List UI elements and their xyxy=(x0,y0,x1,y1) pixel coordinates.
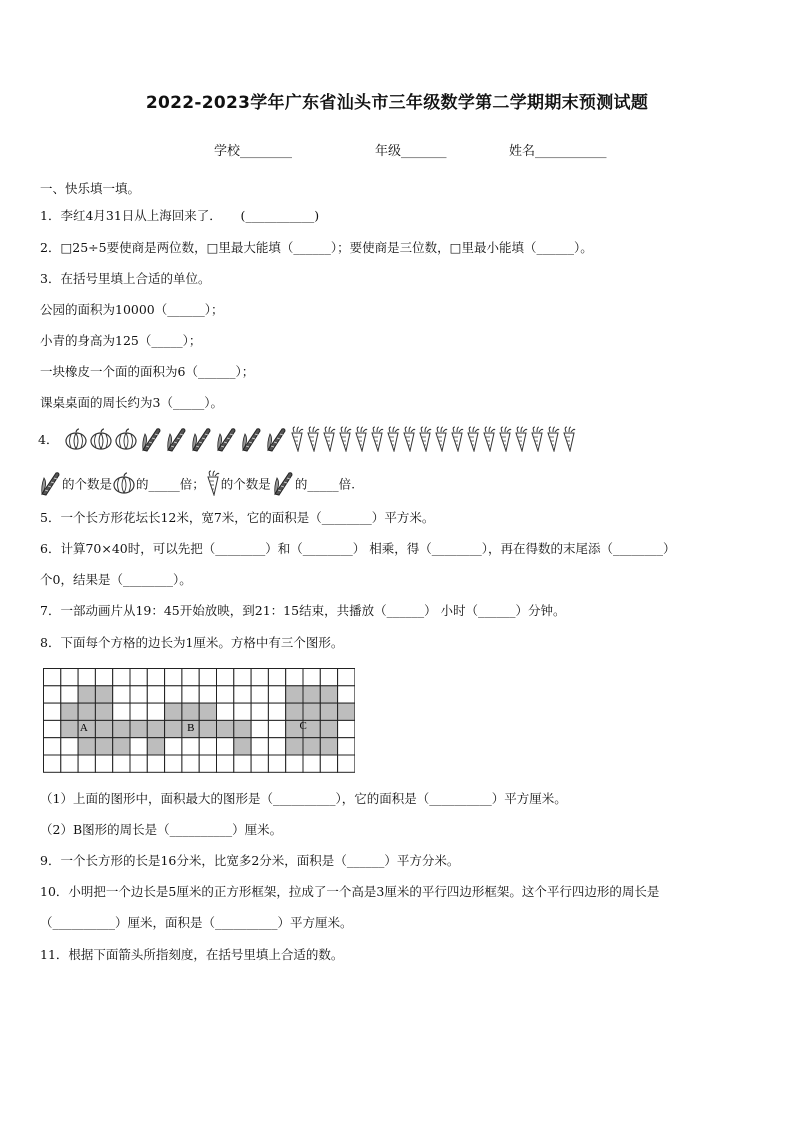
carrot-icon xyxy=(449,426,465,452)
grid-cell xyxy=(78,755,95,772)
grid-cell xyxy=(113,755,130,772)
carrot-icon xyxy=(205,470,221,500)
corn-icon xyxy=(214,426,238,452)
q4-blank-1: _____ xyxy=(148,476,180,492)
grid-cell xyxy=(320,686,337,703)
grid-cell xyxy=(286,738,303,755)
grid-cell xyxy=(182,703,199,720)
grid-cell xyxy=(130,755,147,772)
grid-cell xyxy=(251,738,268,755)
grid-cell xyxy=(320,755,337,772)
grid-cell xyxy=(234,720,251,737)
grid-cell xyxy=(320,669,337,686)
grid-cell xyxy=(268,738,285,755)
grid-cell xyxy=(61,686,78,703)
grade-field: 年级_______ xyxy=(375,144,447,159)
grid-cell xyxy=(251,669,268,686)
question-2: 2．□25÷5要使商是两位数，□里最大能填（______）；要使商是三位数，□里最小能填（______）。 xyxy=(40,240,593,255)
question-3b: 小青的身高为125（_____）； xyxy=(40,333,202,348)
grid-cell xyxy=(320,738,337,755)
corn-icon xyxy=(239,426,263,452)
question-3d: 课桌桌面的周长约为3（_____）。 xyxy=(40,395,223,410)
grid-cell xyxy=(147,720,164,737)
pumpkin-icon xyxy=(112,471,136,499)
question-9: 9．一个长方形的长是16分米，比宽多2分米，面积是（______）平方分米。 xyxy=(40,853,460,868)
grid-cell xyxy=(61,703,78,720)
grid-cell xyxy=(44,720,61,737)
grid-cell xyxy=(217,686,234,703)
question-1: 1．李红4月31日从上海回来了． (___________) xyxy=(40,208,320,223)
pumpkin-icon xyxy=(114,427,138,451)
grid-cell xyxy=(338,703,355,720)
question-10-line-1: 10．小明把一个边长是5厘米的正方形框架，拉成了一个高是3厘米的平行四边形框架。这个平行四边形的周长是 xyxy=(40,884,660,899)
question-8-sub-2: （2）B图形的周长是（__________）厘米。 xyxy=(40,822,283,837)
q4-part-3: 倍； xyxy=(179,476,205,492)
q4-part-4: 的个数是 xyxy=(220,476,271,492)
grid-cell xyxy=(165,669,182,686)
corn-icon xyxy=(139,426,163,452)
grid-cell xyxy=(182,669,199,686)
figure-label-c: C xyxy=(299,720,307,733)
grid-cell xyxy=(286,669,303,686)
grid-cell xyxy=(217,738,234,755)
grid-cell xyxy=(286,703,303,720)
pumpkin-icon xyxy=(89,427,113,451)
q4-part-6: 倍. xyxy=(338,476,356,492)
vegetable-row xyxy=(38,426,577,458)
grid-cell xyxy=(95,669,112,686)
grid-cell xyxy=(95,738,112,755)
grid-cell xyxy=(182,755,199,772)
grid-cell xyxy=(95,703,112,720)
grid-cell xyxy=(217,669,234,686)
carrot-icon xyxy=(513,426,529,452)
grid-cell xyxy=(286,755,303,772)
grid-cell xyxy=(44,669,61,686)
grid-cell xyxy=(320,720,337,737)
grid-figure xyxy=(43,668,355,774)
grid-cell xyxy=(251,703,268,720)
grid-cell xyxy=(338,720,355,737)
grid-cell xyxy=(234,738,251,755)
corn-icon xyxy=(164,426,188,452)
q4-part-5: 的 xyxy=(294,476,308,492)
carrot-icon xyxy=(385,426,401,452)
grid-cell xyxy=(303,686,320,703)
grid-cell xyxy=(234,755,251,772)
grid-cell xyxy=(61,755,78,772)
figure-label-b: B xyxy=(187,721,195,734)
grid-cell xyxy=(78,738,95,755)
grid-cell xyxy=(199,738,216,755)
corn-icon xyxy=(189,426,213,452)
grid-cell xyxy=(61,669,78,686)
grid-cell xyxy=(182,686,199,703)
grid-cell xyxy=(165,720,182,737)
corn-icon xyxy=(264,426,288,452)
carrot-icon xyxy=(401,426,417,452)
grid-cell xyxy=(234,686,251,703)
grid-cell xyxy=(268,686,285,703)
grid-cell xyxy=(251,720,268,737)
question-6-line-2: 个0，结果是（________）。 xyxy=(40,572,192,587)
question-11: 11．根据下面箭头所指刻度，在括号里填上合适的数。 xyxy=(40,947,344,962)
carrot-icon xyxy=(481,426,497,452)
grid-cell xyxy=(61,738,78,755)
question-4-number: 4． xyxy=(38,432,59,447)
question-3c: 一块橡皮一个面的面积为6（______）； xyxy=(40,364,255,379)
grid-cell xyxy=(199,755,216,772)
question-5: 5．一个长方形花坛长12米，宽7米，它的面积是（________）平方米。 xyxy=(40,510,435,525)
grid-cell xyxy=(44,703,61,720)
grid-cell xyxy=(268,755,285,772)
grid-cell xyxy=(268,703,285,720)
question-3a: 公园的面积为10000（______）； xyxy=(40,302,224,317)
grid-cell xyxy=(251,755,268,772)
carrot-icon xyxy=(353,426,369,452)
grid-cell xyxy=(199,669,216,686)
carrot-icon xyxy=(497,426,513,452)
grid-cell xyxy=(286,686,303,703)
grid-cell xyxy=(303,669,320,686)
grid-cell xyxy=(199,703,216,720)
grid-cell xyxy=(113,669,130,686)
carrot-icon xyxy=(545,426,561,452)
grid-cell xyxy=(165,755,182,772)
question-7: 7．一部动画片从19：45开始放映，到21：15结束，共播放（______） 小时（______）分钟。 xyxy=(40,603,566,618)
grid-cell xyxy=(268,669,285,686)
grid-cell xyxy=(113,738,130,755)
grid-cell xyxy=(165,703,182,720)
question-10-line-2: （__________）厘米，面积是（__________）平方厘米。 xyxy=(40,915,353,930)
carrot-icon xyxy=(305,426,321,452)
question-8-stem: 8．下面每个方格的边长为1厘米。方格中有三个图形。 xyxy=(40,635,344,650)
grid-cell xyxy=(78,686,95,703)
grid-cell xyxy=(303,738,320,755)
grid-cell xyxy=(78,703,95,720)
grid-cell xyxy=(95,720,112,737)
figure-label-a: A xyxy=(79,721,88,734)
grid-cell xyxy=(234,669,251,686)
carrot-icon xyxy=(433,426,449,452)
grid-cell xyxy=(130,703,147,720)
grid-cell xyxy=(303,755,320,772)
section-heading: 一、快乐填一填。 xyxy=(40,181,141,196)
grid-cell xyxy=(338,669,355,686)
grid-cell xyxy=(182,738,199,755)
corn-icon xyxy=(38,470,62,500)
grid-cell xyxy=(113,720,130,737)
carrot-icon xyxy=(289,426,305,452)
grid-cell xyxy=(199,720,216,737)
grid-cell xyxy=(147,669,164,686)
grid-cell xyxy=(113,703,130,720)
name-field: 姓名___________ xyxy=(509,144,607,159)
grid-cell xyxy=(303,703,320,720)
school-field: 学校________ xyxy=(214,144,293,159)
grid-cell xyxy=(130,720,147,737)
grid-cell xyxy=(147,703,164,720)
q4-blank-2: _____ xyxy=(307,476,339,492)
carrot-icon xyxy=(321,426,337,452)
grid-cell xyxy=(130,669,147,686)
grid-cell xyxy=(130,738,147,755)
grid-cell xyxy=(44,738,61,755)
grid-cell xyxy=(147,686,164,703)
page-title: 2022-2023学年广东省汕头市三年级数学第二学期期末预测试题 xyxy=(145,93,649,113)
grid-cell xyxy=(147,755,164,772)
grid-cell xyxy=(320,703,337,720)
grid-cell xyxy=(130,686,147,703)
carrot-icon xyxy=(417,426,433,452)
carrot-icon xyxy=(369,426,385,452)
question-8-sub-1: （1）上面的图形中，面积最大的图形是（__________），它的面积是（__________）平方厘米。 xyxy=(40,791,567,806)
grid-cell xyxy=(165,738,182,755)
carrot-icon xyxy=(465,426,481,452)
carrot-icon xyxy=(561,426,577,452)
grid-cell xyxy=(61,720,78,737)
grid-cell xyxy=(113,686,130,703)
question-3-stem: 3．在括号里填上合适的单位。 xyxy=(40,271,211,286)
grid-cell xyxy=(44,686,61,703)
q4-part-2: 的 xyxy=(136,476,149,492)
grid-cell xyxy=(217,720,234,737)
grid-cell xyxy=(78,669,95,686)
square-grid xyxy=(43,668,355,778)
grid-cell xyxy=(199,686,216,703)
carrot-icon xyxy=(337,426,353,452)
grid-cell xyxy=(165,686,182,703)
grid-cell xyxy=(234,703,251,720)
question-4-text xyxy=(38,470,355,494)
grid-cell xyxy=(338,755,355,772)
q4-part-1: 的个数是 xyxy=(62,476,113,492)
grid-cell xyxy=(338,738,355,755)
pumpkin-icon xyxy=(64,427,88,451)
grid-cell xyxy=(268,720,285,737)
grid-cell xyxy=(95,755,112,772)
grid-cell xyxy=(95,686,112,703)
corn-icon xyxy=(271,470,295,500)
grid-cell xyxy=(251,686,268,703)
grid-cell xyxy=(147,738,164,755)
question-6-line-1: 6．计算70×40时，可以先把（________）和（________） 相乘，得（________），再在得数的末尾添（________） xyxy=(40,541,676,556)
grid-cell xyxy=(217,703,234,720)
carrot-icon xyxy=(529,426,545,452)
grid-cell xyxy=(44,755,61,772)
grid-cell xyxy=(338,686,355,703)
grid-cell xyxy=(217,755,234,772)
